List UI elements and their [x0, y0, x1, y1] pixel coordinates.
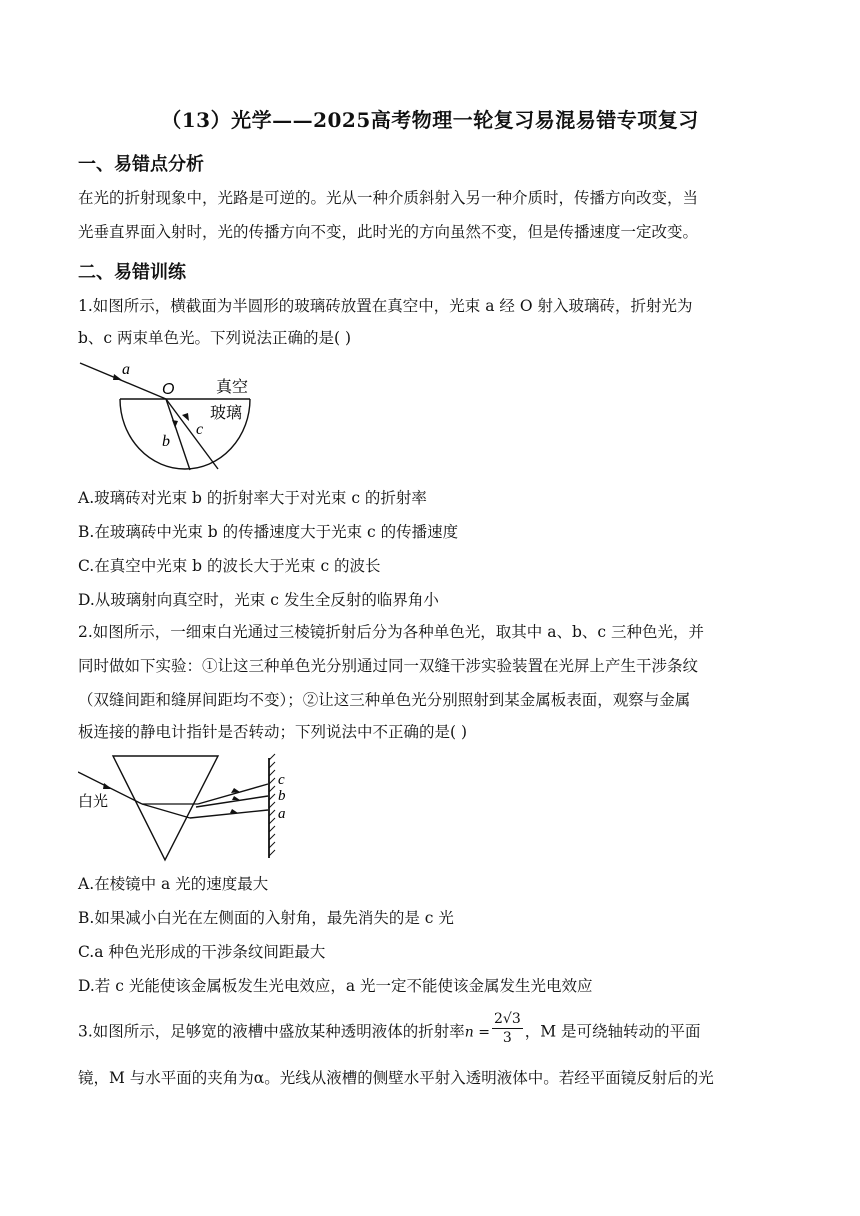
- question-1-stem: 1.如图所示，横截面为半圆形的玻璃砖放置在真空中，光束 a 经 O 射入玻璃砖，折射光为: [78, 297, 693, 315]
- question-2-option-d: D.若 c 光能使该金属板发生光电效应，a 光一定不能使该金属发生光电效应: [78, 977, 593, 995]
- svg-text:O: O: [162, 381, 175, 398]
- paragraph-line: 光垂直界面入射时，光的传播方向不变，此时光的方向虽然不变，但是传播速度一定改变。: [78, 223, 699, 241]
- figure-prism-dispersion: [78, 752, 298, 864]
- question-1-stem: b、c 两束单色光。下列说法正确的是( ): [78, 329, 352, 347]
- question-2-stem: （双缝间距和缝屏间距均不变）；②让这三种单色光分别照射到某金属板表面，观察与金属: [78, 691, 691, 709]
- svg-text:玻璃: 玻璃: [210, 403, 243, 422]
- refractive-index-fraction: $\frac{2√3}{3}$: [494, 1011, 521, 1046]
- question-1-option-b: B.在玻璃砖中光束 b 的传播速度大于光束 c 的传播速度: [78, 523, 459, 541]
- svg-text:b: b: [278, 788, 286, 804]
- refractive-index-symbol: n =: [464, 1024, 490, 1041]
- question-2-stem: 同时做如下实验：①让这三种单色光分别通过同一双缝干涉实验装置在光屏上产生干涉条纹: [78, 657, 699, 675]
- paragraph-line: 在光的折射现象中，光路是可逆的。光从一种介质斜射入另一种介质时，传播方向改变，当: [78, 189, 699, 207]
- svg-text:b: b: [162, 433, 170, 450]
- question-3-stem-line-1: [78, 1011, 701, 1051]
- document-title: （13）光学——2025高考物理一轮复习易混易错专项复习: [161, 108, 699, 132]
- section-heading-error-analysis: 一、易错点分析: [78, 154, 204, 175]
- section-heading-error-training: 二、易错训练: [78, 262, 186, 283]
- svg-text:a: a: [278, 806, 286, 822]
- question-3-stem-line-2: 镜，M 与水平面的夹角为α。光线从液槽的侧壁水平射入透明液体中。若经平面镜反射后的光: [78, 1069, 714, 1087]
- question-2-option-b: B.如果减小白光在左侧面的入射角，最先消失的是 c 光: [78, 909, 454, 927]
- question-2-option-a: A.在棱镜中 a 光的速度最大: [78, 875, 269, 893]
- question-3-text: 3.如图所示，足够宽的液槽中盛放某种透明液体的折射率: [78, 1022, 465, 1041]
- svg-text:c: c: [196, 421, 204, 438]
- question-1-option-c: C.在真空中光束 b 的波长大于光束 c 的波长: [78, 557, 381, 575]
- question-2-option-c: C.a 种色光形成的干涉条纹间距最大: [78, 943, 326, 961]
- question-2-stem: 2.如图所示，一细束白光通过三棱镜折射后分为各种单色光，取其中 a、b、c 三种色光，并: [78, 623, 704, 641]
- svg-text:a: a: [122, 361, 130, 378]
- svg-text:真空: 真空: [216, 377, 249, 396]
- question-2-stem: 板连接的静电计指针是否转动；下列说法中不正确的是( ): [78, 723, 468, 741]
- svg-text:c: c: [278, 772, 285, 788]
- figure-semicircle-glass: [78, 358, 278, 476]
- question-1-option-a: A.玻璃砖对光束 b 的折射率大于对光束 c 的折射率: [78, 489, 427, 507]
- svg-text:白光: 白光: [78, 792, 109, 810]
- question-1-option-d: D.从玻璃射向真空时，光束 c 发生全反射的临界角小: [78, 591, 439, 609]
- question-3-text: ，M 是可绕轴转动的平面: [524, 1022, 701, 1041]
